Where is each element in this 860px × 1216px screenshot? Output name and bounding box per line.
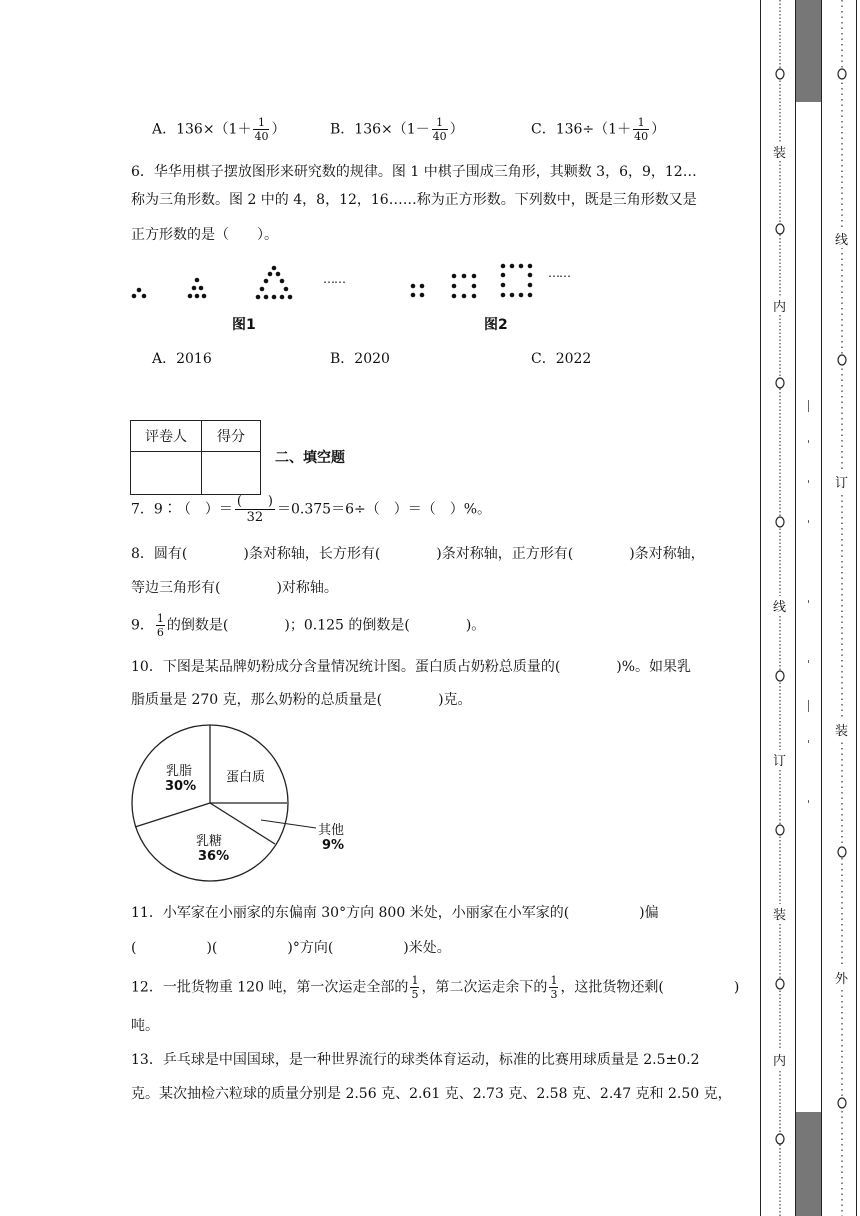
binding-char-5: 装 bbox=[773, 904, 786, 923]
binding-hole-6 bbox=[776, 825, 784, 835]
outer-hole-2 bbox=[838, 355, 846, 365]
q6-option-c: C．2022 bbox=[531, 351, 592, 367]
binding-hole-3 bbox=[776, 378, 784, 388]
outer-char-4: 外 bbox=[835, 968, 848, 987]
outer-hole-3 bbox=[838, 847, 846, 857]
pie-label-protein: 蛋白质 bbox=[226, 770, 266, 785]
section-title-fill-in: 二、填空题 bbox=[275, 450, 345, 466]
q5-option-b: B．136×（1－ $\frac{1}{40}$ ） bbox=[330, 116, 464, 143]
figure2-label: 图2 bbox=[484, 317, 508, 333]
q6-line-1: 6．华华用棋子摆放图形来研究数的规律。图 1 中棋子围成三角形，其颗数 3，6，9，12… bbox=[131, 164, 697, 180]
q10-line-1: 10．下图是某品牌奶粉成分含量情况统计图。蛋白质占奶粉总质量的( )%。如果乳 bbox=[131, 659, 692, 675]
binding-hole-4 bbox=[776, 517, 784, 527]
score-table-grader-header: 评卷人 bbox=[131, 421, 202, 452]
binding-char-6: 内 bbox=[773, 1050, 786, 1069]
outer-char-2: 订 bbox=[835, 472, 848, 491]
pie-pct-other: 9% bbox=[322, 838, 345, 853]
pie-label-fat: 乳脂 bbox=[166, 764, 193, 779]
q6-option-b: B．2020 bbox=[330, 351, 390, 367]
binding-hole-8 bbox=[776, 1134, 784, 1144]
binding-gray-block-bottom bbox=[796, 1112, 821, 1216]
figure2-ellipsis: …… bbox=[548, 266, 570, 280]
q11-line-2: ( )( )°方向( )米处。 bbox=[131, 940, 451, 956]
gray-strip-marks bbox=[802, 100, 816, 1110]
square-figure-3 bbox=[501, 264, 533, 298]
triangle-figure-3 bbox=[256, 266, 293, 300]
q12-line-2: 吨。 bbox=[131, 1018, 159, 1034]
score-table-grader-cell[interactable] bbox=[131, 452, 202, 495]
q13-line-1: 13．乒乓球是中国国球，是一种世界流行的球类体育运动，标准的比赛用球质量是 2.5±0.2 bbox=[131, 1052, 700, 1068]
figure1-label: 图1 bbox=[232, 317, 256, 333]
q6-option-a: A．2016 bbox=[152, 351, 212, 367]
figure1-ellipsis: …… bbox=[323, 272, 345, 286]
pie-pct-fat: 30% bbox=[165, 779, 197, 794]
q5-option-c: C．136÷（1＋ $\frac{1}{40}$ ） bbox=[531, 116, 666, 143]
q7: 7．9∶（ ）＝ ( ) 32 ＝0.375＝6÷（ ）＝（ ）%。 bbox=[131, 494, 492, 525]
page-right-border bbox=[856, 0, 857, 1216]
binding-char-3: 线 bbox=[773, 596, 786, 615]
q10-line-2: 脂质量是 270 克，那么奶粉的总质量是( )克。 bbox=[131, 692, 472, 708]
score-table-score-cell[interactable] bbox=[202, 452, 261, 495]
binding-hole-5 bbox=[776, 671, 784, 681]
triangle-figure-1 bbox=[132, 288, 147, 299]
binding-hole-1 bbox=[776, 69, 784, 79]
q11-line-1: 11．小军家在小丽家的东偏南 30°方向 800 米处，小丽家在小军家的( )偏 bbox=[131, 905, 659, 921]
pie-label-other: 其他 bbox=[318, 823, 345, 838]
q13-line-2: 克。某次抽检六粒球的质量分别是 2.56 克、2.61 克、2.73 克、2.58 克、2.47 克和 2.50 克， bbox=[131, 1086, 732, 1102]
q12-line-1: 12．一批货物重 120 吨，第一次运走全部的 $\frac{1}{5}$ ，第二次运走余下的 $\frac{1}{3}$ ，这批货物还剩( ) bbox=[131, 974, 740, 1001]
square-figure-1 bbox=[411, 284, 425, 298]
q6-line-2: 称为三角形数。图 2 中的 4，8，12，16……称为正方形数。下列数中，既是三角形数又是 bbox=[131, 192, 697, 208]
binding-gray-block-top bbox=[796, 0, 821, 102]
q9: 9． $\frac{1}{6}$ 的倒数是( )；0.125 的倒数是( )。 bbox=[131, 612, 486, 639]
binding-char-1: 装 bbox=[773, 142, 786, 161]
pie-label-sugar: 乳糖 bbox=[196, 834, 223, 849]
binding-char-4: 订 bbox=[773, 750, 786, 769]
binding-border-left bbox=[760, 0, 761, 1216]
binding-hole-2 bbox=[776, 224, 784, 234]
q8-line-2: 等边三角形有( )对称轴。 bbox=[131, 580, 338, 596]
binding-hole-7 bbox=[776, 979, 784, 989]
binding-char-2: 内 bbox=[773, 296, 786, 315]
triangle-figure-2 bbox=[188, 278, 207, 299]
milk-powder-pie-chart bbox=[128, 724, 368, 890]
q6-figures bbox=[125, 258, 585, 338]
pie-pct-sugar: 36% bbox=[198, 849, 230, 864]
q5-option-a: A．136×（1＋ $\frac{1}{40}$ ） bbox=[152, 116, 286, 143]
outer-binding-line bbox=[832, 0, 852, 1216]
q6-line-3: 正方形数的是（ ）。 bbox=[131, 227, 278, 243]
score-table-score-header: 得分 bbox=[202, 421, 261, 452]
outer-hole-1 bbox=[838, 69, 846, 79]
outer-hole-4 bbox=[838, 1098, 846, 1108]
square-figure-2 bbox=[452, 274, 477, 299]
q8-line-1: 8．圆有( )条对称轴，长方形有( )条对称轴，正方形有( )条对称轴， bbox=[131, 546, 705, 562]
outer-char-3: 装 bbox=[835, 720, 848, 739]
score-table bbox=[130, 420, 261, 495]
outer-char-1: 线 bbox=[835, 229, 848, 248]
